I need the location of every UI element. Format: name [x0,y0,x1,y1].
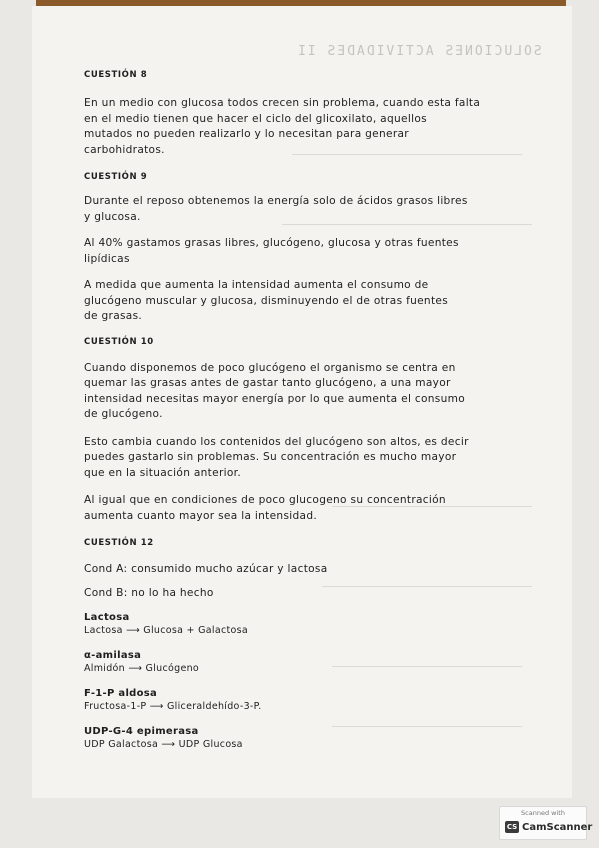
enzyme-name: UDP-G-4 epimerasa [84,726,199,737]
section-heading-q9: CUESTIÓN 9 [84,172,148,182]
q10-paragraph-3 [84,493,534,524]
enzyme-name: Lactosa [84,612,130,623]
text-line: Al igual que en condiciones de poco glucogeno su concentración [84,494,446,506]
bleed-through-header: SOLUCIONES ACTIVIDADES II [296,44,542,59]
document-content [84,68,534,751]
condition-b: Cond B: no lo ha hecho [84,586,214,599]
text-line: A medida que aumenta la intensidad aumenta el consumo de [84,279,429,291]
text-line: intensidad necesitas mayor energía por lo que aumenta el consumo [84,392,466,405]
scanned-with-label: Scanned with [521,809,565,817]
text-line: y glucosa. [84,210,141,223]
text-line: quemar las grasas antes de gastar tanto glucógeno, a una mayor [84,377,451,389]
condition-a: Cond A: consumido mucho azúcar y lactosa [84,563,328,575]
enzyme-name: F-1-P aldosa [84,688,158,699]
q9-paragraph-3 [84,278,534,325]
enzyme-reaction: Lactosa ⟶ Glucosa + Galactosa [84,625,249,636]
enzyme-block [84,649,534,675]
camscanner-badge [499,806,593,840]
badge-brand-row [505,821,592,833]
enzyme-block [84,611,534,637]
text-line: en el medio tienen que hacer el ciclo del glicoxilato, aquellos [84,112,427,125]
q9-paragraph-2 [84,236,534,267]
q10-paragraph-1 [84,361,534,423]
text-line: Cuando disponemos de poco glucógeno el organismo se centra en [84,361,456,374]
text-line: lipídicas [84,252,130,265]
camscanner-brand-text: CamScanner [522,821,593,833]
text-line: mutados no pueden realizarlo y lo necesitan para generar [84,128,409,140]
text-line: glucógeno muscular y glucosa, disminuyendo el de otras fuentes [84,294,449,307]
enzyme-reaction: UDP Galactosa ⟶ UDP Glucosa [84,739,243,750]
text-line: carbohidratos. [84,143,165,156]
text-line: Durante el reposo obtenemos la energía solo de ácidos grasos libres [84,195,468,207]
section-heading-q8: CUESTIÓN 8 [84,70,148,80]
text-line: de grasas. [84,310,143,322]
enzyme-reaction: Fructosa-1-P ⟶ Gliceraldehído-3-P. [84,701,262,712]
section-heading-q12: CUESTIÓN 12 [84,538,154,548]
camscanner-logo-icon: CS [506,823,518,831]
text-line: En un medio con glucosa todos crecen sin problema, cuando esta falta [84,97,481,109]
enzyme-name: α-amilasa [84,650,142,661]
enzyme-block [84,687,534,713]
enzyme-reaction: Almidón ⟶ Glucógeno [84,663,200,674]
section-heading-q10: CUESTIÓN 10 [84,336,154,347]
q10-paragraph-2 [84,435,534,482]
text-line: de glucógeno. [84,408,163,420]
text-line: aumenta cuanto mayor sea la intensidad. [84,509,318,522]
text-line: Esto cambia cuando los contenidos del glucógeno son altos, es decir [84,435,469,448]
text-line: Al 40% gastamos grasas libres, glucógeno, glucosa y otras fuentes [84,237,459,249]
text-line: que en la situación anterior. [84,466,241,479]
q8-paragraph [84,96,534,158]
enzyme-block [84,725,534,751]
text-line: puedes gastarlo sin problemas. Su concentración es mucho mayor [84,451,457,463]
q9-paragraph-1 [84,194,534,225]
